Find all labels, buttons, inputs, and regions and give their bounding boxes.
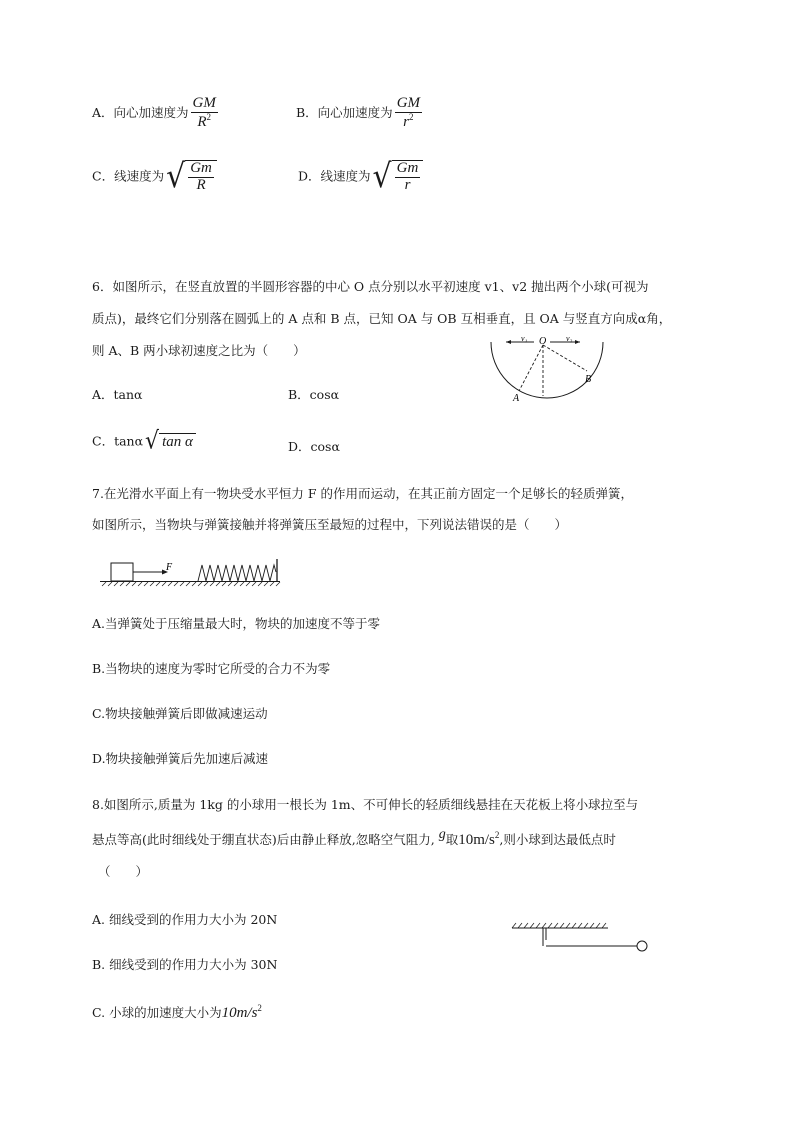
q8-g-value-base: 10m/s [458,832,495,848]
q5-option-a-label: A．向心加速度为 [92,104,189,120]
block [111,563,133,581]
q6-c-sqrt: √ tan α [145,431,196,453]
q8-g-symbol: g [438,827,446,842]
q7-option-d: D.物块接触弹簧后先加速后减速 [92,751,269,766]
q5-c-denominator: R [196,176,206,193]
q5-a-exponent: 2 [206,111,212,122]
q5-option-b [296,96,422,131]
q7-option-b: B.当物块的速度为零时它所受的合力不为零 [92,661,331,676]
q7-option-a: A.当弹簧处于压缩量最大时，物块的加速度不等于零 [92,616,381,631]
q7-stem-line1: 7.在光滑水平面上有一物块受水平恒力 F 的作用而运动，在其正前方固定一个足够长的轻质弹簧， [92,486,634,501]
q8-c-value-base: 10m/s [221,1005,258,1021]
q5-option-b-fraction [395,96,422,131]
q5-a-denominator: R [197,113,207,130]
q6-stem-line2: 质点)，最终它们分别落在圆弧上的 A 点和 B 点，已知 OA 与 OB 互相垂直，且 OA 与竖直方向成α角， [92,311,672,326]
q6-option-d: D．cosα [288,439,340,454]
q7-option-c: C.物块接触弹簧后即做减速运动 [92,706,268,721]
q8-stem-line2 [92,827,616,849]
q8-option-b: B. 细线受到的作用力大小为 30N [92,957,278,972]
q5-b-exponent: 2 [409,111,414,122]
q6-stem-line3: 则 A、B 两小球初速度之比为（ ） [92,343,306,358]
q8-stem-line2-post: ,则小球到达最低点时 [499,832,616,847]
q8-option-a: A. 细线受到的作用力大小为 20N [92,912,278,927]
fig-f-label: F [166,562,173,573]
q5-option-b-label: B．向心加速度为 [296,104,393,120]
q5-c-sqrt: √ $\frac{Gm}{R}$ [166,160,217,194]
v1-arrowhead [506,340,511,344]
q8-option-c-label: C. 小球的加速度大小为 [92,1005,222,1020]
q8-option-c-value [222,1005,262,1021]
q5-option-a-fraction [191,96,218,131]
q8-g-value-exponent: 2 [494,830,500,840]
ground-hatching [102,582,280,586]
q8-stem-line3: （ ） [98,864,149,879]
q6-c-root-body: tan α [159,433,196,451]
q5-d-denominator: r [404,176,411,193]
fig-v1-label: v₁ [521,334,528,343]
ceiling-hatching [512,923,606,928]
q8-take-word: 取 [445,832,459,847]
semicircle-arc [491,342,603,398]
q6-semicircle-figure [486,330,612,406]
q8-c-value-exponent: 2 [257,1003,262,1013]
q5-option-a [92,96,218,131]
q5-option-c [92,156,217,196]
spring-coil [198,565,276,581]
q6-option-a: A．tanα [92,387,143,402]
q5-option-c-label: C．线速度为 [92,168,165,184]
ob-dashed-line [543,345,587,371]
q8-pendulum-figure [508,920,654,956]
q8-g-value [458,832,499,848]
q5-b-numerator: GM [396,95,421,111]
q5-b-denominator: r [403,113,410,130]
fig-o-label: O [539,336,547,347]
q6-option-c [92,427,196,456]
q5-option-d-label: D．线速度为 [298,168,371,184]
q7-stem-line2: 如图所示，当物块与弹簧接触并将弹簧压至最短的过程中，下列说法错误的是（ ） [92,517,568,532]
v2-arrowhead [575,340,580,344]
q6-stem-line1: 6．如图所示，在竖直放置的半圆形容器的中心 O 点分别以水平初速度 v1、v2 抛出两个小球(可视为 [92,279,649,294]
q7-spring-block-figure [100,557,282,589]
q8-option-c [92,1003,262,1022]
ball [637,941,647,951]
fig-a-label: A [513,393,520,404]
q8-stem-line2-pre: 悬点等高(此时细线处于绷直状态)后由静止释放,忽略空气阻力, [92,832,435,847]
q5-c-numerator: Gm [190,160,212,176]
q6-option-b: B．cosα [288,387,340,402]
q5-d-sqrt: √ $\frac{Gm}{r}$ [373,160,424,194]
q8-stem-line1: 8.如图所示,质量为 1kg 的小球用一根长为 1m、不可伸长的轻质细线悬挂在天花板上将小球拉至与 [92,797,639,812]
fig-b-label: B [585,374,592,385]
fig-v2-label: v₂ [566,334,573,343]
oa-dashed-line [519,345,543,391]
q6-option-c-label: C．tanα [92,433,144,449]
q5-a-numerator: GM [192,95,216,111]
q5-option-d [298,156,423,196]
q5-d-numerator: Gm [396,160,419,176]
